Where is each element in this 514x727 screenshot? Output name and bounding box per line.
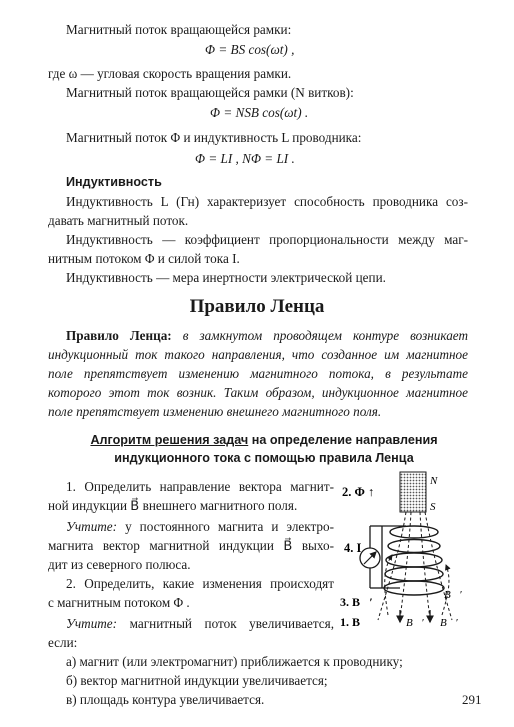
text-line: Магнитный поток вращающейся рамки:: [66, 22, 292, 37]
magnet: [400, 472, 426, 512]
text-line: Индуктивность — коэффициент пропорциональности между маг-: [66, 232, 468, 247]
condition-line: а) магнит (или электромагнит) приближается к проводнику;: [66, 654, 403, 669]
label-b-prime: B⃗′: [440, 617, 458, 629]
algorithm-title-underlined: Алгоритм решения задач: [90, 433, 249, 447]
algorithm-title-rest: на определение направления: [248, 433, 438, 447]
rule-line: которого этот ток возник. Таким образом, индукционное магнитное: [48, 385, 468, 400]
subheading: Индуктивность: [66, 175, 162, 189]
step-line: с магнитным потоком Φ .: [48, 595, 190, 610]
algorithm-title: [40, 432, 488, 449]
text-line: Магнитный поток вращающейся рамки (N витков):: [66, 85, 354, 100]
note-line: [66, 615, 334, 632]
label-b-prime: B⃗′: [406, 617, 424, 629]
page-number: 291: [462, 692, 482, 707]
condition-line: б) вектор магнитной индукции увеличивается;: [66, 673, 328, 688]
text-line: нитным потоком Φ и силой тока I.: [48, 251, 240, 266]
step-line: 1. Определить направление вектора магнит-: [66, 479, 334, 494]
label-induced-current: 4. I: [344, 541, 362, 555]
step-line: ной индукции B⃗ внешнего магнитного поля.: [48, 498, 298, 513]
rule-line: поле препятствует изменению магнитного потока, в результате: [48, 366, 468, 381]
lenz-diagram: [334, 470, 476, 630]
induced-field-lines: [385, 555, 449, 615]
label-b-prime: B⃗′: [444, 589, 462, 601]
label-induced-field: 3. B⃗′: [340, 595, 373, 609]
text-line: Магнитный поток Φ и индуктивность L проводника:: [66, 130, 362, 145]
field-lines: [378, 512, 452, 620]
pole-s-label: S: [430, 501, 436, 513]
rule-line: [66, 327, 468, 344]
note-label: Учтите:: [66, 616, 118, 631]
rule-label: Правило Ленца:: [66, 328, 172, 343]
text-line: давать магнитный поток.: [48, 213, 189, 228]
pole-n-label: N: [430, 475, 438, 487]
note-text: у постоянного магнита и электро-: [117, 519, 334, 534]
condition-line: в) площадь контура увеличивается.: [66, 692, 265, 707]
note-line: дит из северного полюса.: [48, 557, 191, 572]
algorithm-title-line2: индукционного тока с помощью правила Ленца: [114, 451, 414, 465]
text-line: Индуктивность — мера инертности электрической цепи.: [66, 270, 386, 285]
note-line: [66, 518, 334, 535]
formula: Φ = BS cos(ωt) ,: [205, 42, 295, 57]
note-label: Учтите:: [66, 519, 118, 534]
rule-line: индукционный ток такого направления, что созданное им магнитное: [48, 347, 468, 362]
formula: Φ = NSB cos(ωt) .: [210, 105, 309, 120]
formula: Φ = LI , NΦ = LI .: [195, 151, 295, 166]
note-line: магнита вектор магнитной индукции B⃗ выхо-: [48, 538, 334, 553]
rule-text: в замкнутом проводящем контуре возникает: [182, 328, 469, 343]
step-line: 2. Определить, какие изменения происходят: [66, 576, 334, 591]
note-text: магнитный поток увеличивается,: [117, 616, 334, 631]
text-line: Индуктивность L (Гн) характеризует способность проводника соз-: [66, 194, 468, 209]
rule-line: поле препятствует изменению внешнего магнитного поля.: [48, 404, 382, 419]
note-line: если:: [48, 635, 78, 650]
text-line: где ω — угловая скорость вращения рамки.: [48, 66, 292, 81]
label-external-field: 1. B⃗: [340, 615, 370, 629]
section-heading: Правило Ленца: [189, 296, 325, 317]
label-flux-increase: 2. Φ ↑: [342, 485, 375, 499]
